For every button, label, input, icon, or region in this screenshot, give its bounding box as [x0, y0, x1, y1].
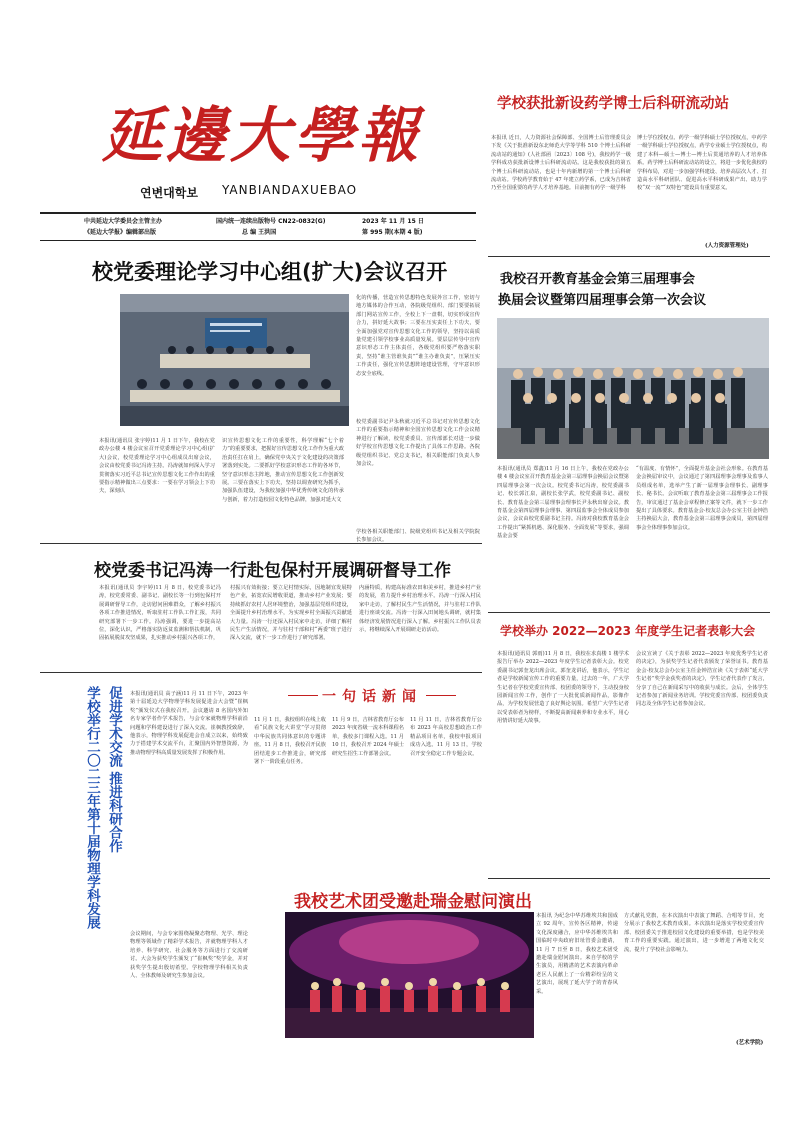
art-body-2: 方式献礼党旗，在本次演出中表演了舞蹈、合唱等节目，充分展示了我校艺术教育成果。本次演出是落实学校党委宣传部、校团委关于推进校园文化建设的重要举措，也是学校美育工作的重要实践。通过演出，进一步增进了两地文化交流，提升了学校社会影响力。: [624, 913, 764, 953]
news-column-header: [288, 684, 456, 708]
masthead-rule-bottom: [40, 240, 476, 241]
fund-body-left: 本报讯(通讯员 郑鑫)11 月 16 日上午，我校在党政办公楼 4 楼会议室召开教育基金会第三届理事会换届会议暨第四届理事会第一次会议。校党委书记冯涛，校党委副书记、校长郭江泉，副校长张学武，校党委副书记、副校长、教育基金会第三届理事会理事长尹永秋出席会议。教育基金会第四届理事会理事、第四届监事会全体成员参加会议，会议由校党委副书记主持。冯涛对我校教育基金会工作提出“紧抓机遇、深化服务、全面发展”等要求，强调基金会要: [497, 466, 629, 540]
editor-text: 《延边大学报》编辑部出版: [84, 229, 157, 236]
art-performance-photo: [285, 912, 534, 1038]
feng-body-2: 村振兴有效衔接；要立足村情实际，因地制宜发展特色产业，拓宽农民增收渠道，推动乡村产业发展；要持续抓好农村人居环境整治，加强基层党组织建设，全面提升乡村治理水平，为实现乡村全面振兴贡献延大力量。冯涛一行还深入村民家中走访，详细了解村民生产生活情况，并与驻村干部和村“两委”班子进行深入交流，就下一步工作进行了研究部署。: [230, 585, 352, 642]
fund-headline-line-1: 我校召开教育基金会第三届理事会: [500, 272, 696, 287]
issue-date: 2023 年 11 月 15 日: [362, 218, 424, 225]
postdoc-headline: 学校获批新设药学博士后科研流动站: [497, 96, 729, 112]
reporter-headline: 学校举办 2022—2023 年度学生记者表彰大会: [500, 624, 756, 638]
publisher-info: [84, 216, 162, 238]
sponsor-text: 中共延边大学委员会主管主办: [84, 218, 163, 225]
masthead-pinyin: YANBIANDAXUEBAO: [222, 183, 358, 197]
divider: [488, 878, 770, 879]
theory-body-2: 识宣传思想文化工作的重要性，科学理解“七个着力”的重要要求，把握好宣传思想文化工作作为重大政治责任扛在肩上，确保党中央关于文化建设的决策部署落到实处。二要抓好学校意识形态工作的各环节，坚守意识形态主阵地，推动宣传思想文化工作创新发展。三要在落实上下功夫，坚持以调查研究为抓手，加强队伍建设，为我校加强中华优秀传统文化的传承与创新，着力打造校园文化特色品牌，加强对延大文: [222, 438, 344, 503]
newspaper-title: 延邊大學報: [102, 101, 422, 171]
physics-body-1: 本报讯(通讯员 高子涵)11 月 11 日下午，2023 年第十届延边大学物理学科发展促进会大会暨“崔枫奖”颁发仪式在我校召开。会议邀请 8 名国内外知名专家学者作学术报告，与会专家就物理学科前沿问题和学科建设进行了深入交流。崔枫教授致辞，他表示，物理学科发展促进会自成立以来，始终致力于搭建学术交流平台，汇聚国内外智慧资源，为推动物理学科高质量发展发挥了积极作用。: [130, 691, 248, 756]
theory-headline: 校党委理论学习中心组(扩大)会议召开: [92, 260, 448, 284]
postdoc-body-left: 本报讯 近日，人力资源社会保障部、全国博士后管理委员会下发《关于批准新设东北师范大学等学科 510 个博士后科研流动站的通知》(人社部函〔2023〕108 号)，我校药学一级学科成功获批新设博士后科研流动站。这是我校获批的第五个博士后科研流动站，也是十年内新增的第一个博士后科研流动站。学校药学教育始于 47 年建立药学系，已成为吉林省乃至全国重要的药学人才培养基地。目前拥有药学一级学科: [491, 135, 631, 192]
masthead: [40, 66, 475, 214]
physics-vertical-headline-1: 促进学术交流 推进科研合作: [106, 686, 122, 853]
masthead-korean: 연변대학보: [140, 186, 198, 200]
news-body-1: 11 月 1 日，我校组织在线上收看“民族文化大讲堂”学习贯彻中华民族共同体意识的专题讲座。11 月 8 日，我校召开民族团结进步工作推进会，研究部署下一阶段重点任务。: [254, 717, 326, 766]
art-headline: 我校艺术团受邀赴瑞金慰问演出: [294, 892, 532, 912]
fund-group-photo: [497, 318, 769, 459]
divider: [40, 672, 482, 673]
physics-vertical-headline-2: 学校举行二〇二三年第十届物理学科发展: [84, 686, 100, 929]
postdoc-body-right: 博士学位授权点、药学一级学科硕士学位授权点，中药学一级学科硕士学位授权点，药学专业硕士学位授权点，构建了本科—硕士—博士—博士后贯通培养的人才培养体系。药学博士后科研流动站的设立，将进一步优化我校的学科布局，对进一步加强学科建设、培养高层次人才、打造高水平科研团队、促进高水平科研成果产出、助力学校“双一流”“双特色”建设具有重要意义。: [637, 135, 767, 192]
postdoc-author: (人力资源管理处): [705, 243, 749, 249]
divider: [488, 256, 770, 257]
issue-number: 第 995 期(本期 4 版): [362, 229, 423, 236]
feng-body-1: 本报讯(通讯员 李宇婷)11 月 8 日，校党委书记冯涛，校党委常委、副书记、副校长等一行到包保村开展调研督导工作，走访慰问困难群众，了解乡村振兴各项工作推进情况，听取驻村工作队工作汇报，共同研究部署下一步工作。冯涛强调，要进一步提高站位，深化认识，严格落实防返贫监测和帮扶机制，巩固拓展脱贫攻坚成果，扎实推动乡村振兴各项工作，: [99, 585, 221, 642]
stage-photo-illustration: [285, 912, 534, 1038]
issue-info: [362, 216, 424, 238]
reporter-body-left: 本报讯(通讯员 郭雨)11 月 8 日，我校在求真楼 1 楼学术报告厅举办 2022—2023 年度学生记者表彰大会。校党委副书记郭奎龙出席会议。郭奎龙讲话，他表示，学生记者是学校新闻宣传工作的重要力量，过去的一年，广大学生记者在学校党委宣传部、校团委的领导下，主动投身校园新闻宣传工作，创作了一大批优质新闻作品，影像作品，为学校发展营造了良好舆论氛围。希望广大学生记者以受表彰者为榜样，不断提高新闻素养和专业水平，用心用情讲好延大故事。: [497, 651, 629, 725]
news-body-3: 11 月 11 日，吉林省教育厅公布 2023 年高校思想政治工作精品项目名单，我校申报项目成功入选。11 月 13 日，学校召开安全稳定工作专题会议。: [410, 717, 482, 757]
theory-meeting-photo: [120, 294, 349, 426]
chief-editor-text: 总 编 王洪国: [242, 229, 277, 236]
reporter-body-right: 会议宣读了《关于表彰 2022—2023 年度优秀学生记者的决定》，为获奖学生记者代表颁发了荣誉证书。教育基金会·校友总会办公室主任金钟浩宣读《关于表彰“延大学生记者”奖学金获奖者的决定》，学生记者代表作了发言，分享了自己在新闻采写中的收获与成长。会后，全体学生记者参加了新闻业务培训。学校党委宣传部、校团委负责同志及全体学生记者参加会议。: [636, 651, 768, 708]
group-photo-illustration: [497, 318, 769, 459]
divider: [40, 543, 482, 544]
art-author: (艺术学院): [736, 1040, 764, 1046]
theory-body-3: 化的传播，营造宣传思想特色发展外宣工作，密切与地方媒体的合作互动，各院级党组织、部门要要拓展部门网站宣传工作，全校上下一盘棋，切实形成宣传合力，拼好延大故事；三要在压实责任上下功夫，要全面加强党对宣传思想文化工作的领导，坚持以高质量党建引领学校事业高质量发展。要层层传导中宣传意识形态工作主体责任，各级党组织要严格落实职责，坚持“谁主管谁负责”“谁主办谁负责”，压紧压实工作责任，强化宣传思想阵地建设管理，守牢意识形态安全底线。: [356, 295, 480, 377]
feng-headline: 校党委书记冯涛一行赴包保村开展调研督导工作: [94, 561, 451, 581]
issn-text: 国内统一连续出版物号 CN22-0832(G): [216, 218, 326, 225]
theory-body-5: 学校各相关职能部门、院级党组织书记及相关学院院长参加会议。: [356, 529, 480, 544]
divider: [488, 612, 770, 613]
theory-body-1: 本报讯(通讯员 张宇婷)11 月 1 日下午，我校在党政办公楼 4 楼会议室召开党委理论学习中心组(扩大)会议，校党委理论学习中心组成员出席会议，会议由校党委书记冯涛主持。冯涛就如何深入学习贯彻落实习近平总书记宣传思想文化工作作出的重要指示精神做出三点要求：一要在学习领会上下功夫，深刻认: [99, 438, 215, 495]
physics-body-2: 会议期间，与会专家围绕凝聚态物理、光学、理论物理等领域作了精彩学术报告，并就物理学科人才培养、科学研究、社会服务等方面进行了交流研讨。大会为获奖学生颁发了“崔枫奖”奖学金，并对获奖学生提出殷切希望。学校物理学科相关负责人、全体教师及研究生参加会议。: [130, 931, 248, 980]
theory-body-4: 校党委副书记尹永秋就习近平总书记对宣传思想文化工作的重要指示精神和全国宣传思想文化工作会议精神进行了解读，校党委委员、宣传部部长对进一步做好学校宣传思想文化工作提出了具体工作思路。各院级党组织书记、党总支书记，相关职能部门负责人参加会议。: [356, 419, 480, 468]
feng-body-3: 内涵特质，构建高标准农田和美乡村，推进乡村产业的发展，着力提升乡村治理水平。冯涛一行深入村民家中走访，了解村民生产生活情况，并与驻村工作队进行座谈交流。冯涛一行深入田间地头调研，就村集体经济发展情况进行深入了解。乡村振兴工作队员表示，将继续深入开展调研走访活动。: [359, 585, 481, 634]
news-column-headline: 一句话新闻: [318, 686, 426, 706]
news-body-2: 11 月 9 日，吉林省教育厅公布 2023 年度省级一流本科课程名单，我校多门课程入选。11 月 10 日，我校召开 2024 年硕士研究生招生工作部署会议。: [332, 717, 404, 757]
masthead-rule-top: [40, 212, 476, 214]
meeting-photo-illustration: [120, 294, 349, 426]
fund-headline-line-2: 换届会议暨第四届理事会第一次会议: [498, 293, 707, 308]
fund-body-right: “有温度、有情怀”，全面提升基金会社会形象。在教育基金会换届审议中，会议通过了第四届理事会理事及监事人员组成名单，选举产生了新一届理事会理事长、副理事长、秘书长。会议听取了教育基金会第三届理事会工作报告，审议通过了基金会章程修正案等文件，就下一步工作提出了具体要求。教育基金会·校友总会办公室主任金钟浩主持换届大会，教育基金会第三届理事会成员，第四届理事会全体理事参加会议。: [636, 466, 768, 531]
art-body-1: 本报讯 为纪念中华苏维埃共和国成立 92 周年，宣传各区精神，传递文化深度融合，应中华苏维埃共和国临时中央政府旧址管委会邀请，11 月 7 日至 8 日，我校艺术团受邀赴瑞金慰问演出。来自学校的学生演员，用精湛的艺术表演向革命老区人民献上了一台精彩纷呈的文艺演出，展现了延大学子的青春风采。: [536, 913, 618, 995]
serial-info: [216, 216, 325, 238]
